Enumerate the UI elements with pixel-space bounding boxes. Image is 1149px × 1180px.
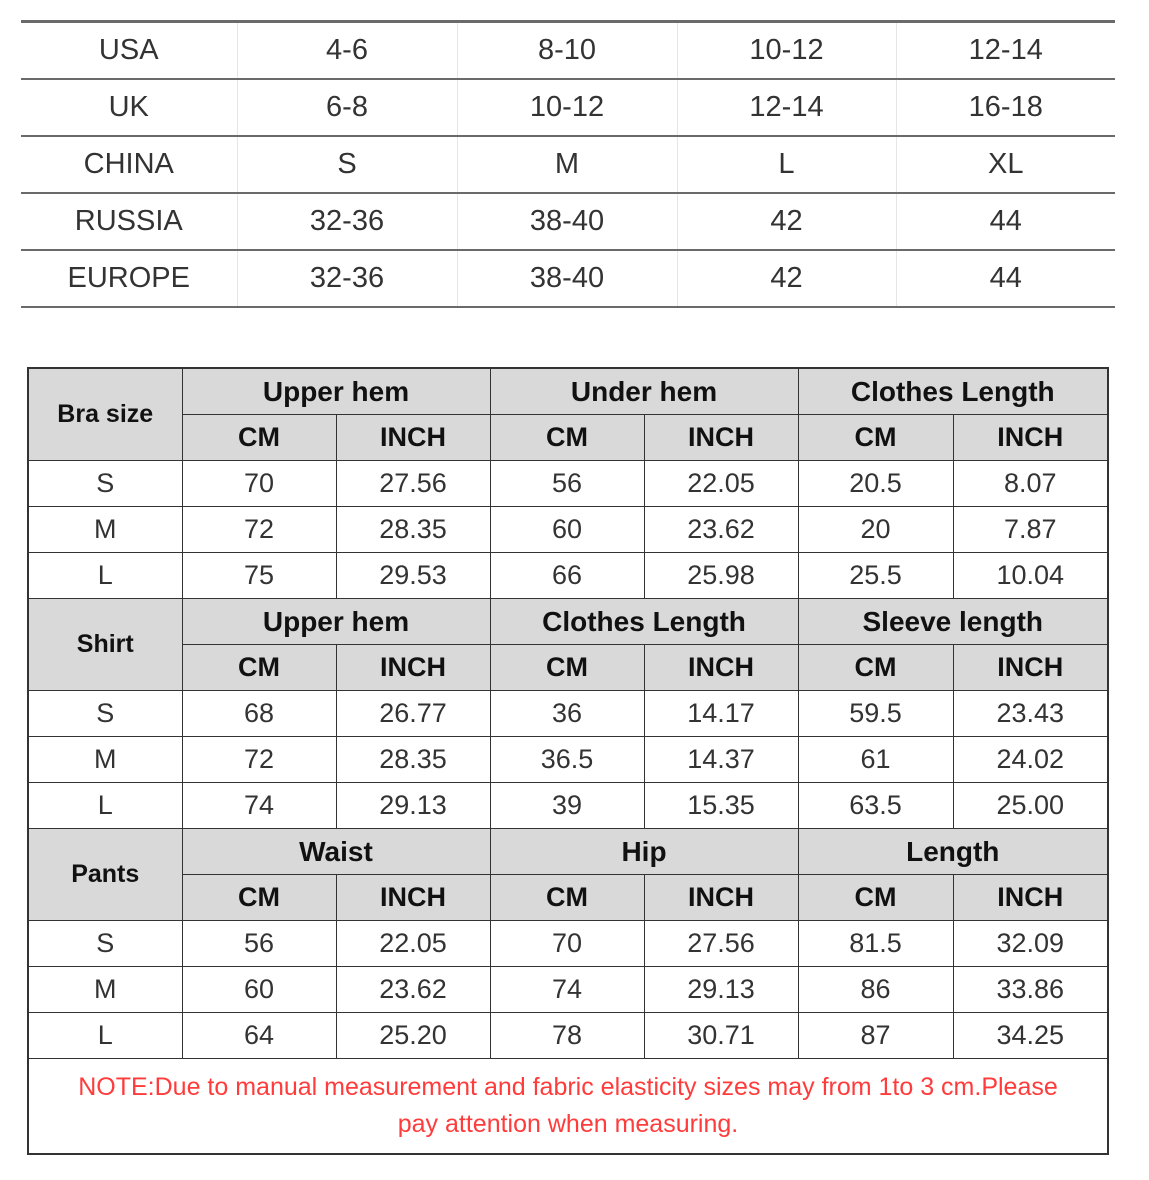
measure-value: 74 [490, 967, 644, 1013]
region-label: EUROPE [21, 250, 237, 307]
note-row [28, 1059, 1108, 1155]
size-value: 32-36 [237, 250, 457, 307]
section-header-row [28, 599, 1108, 645]
measure-group-header: Waist [182, 829, 490, 875]
size-value: 6-8 [237, 79, 457, 136]
measure-value: 66 [490, 553, 644, 599]
size-value: 42 [677, 250, 896, 307]
measure-value: 14.17 [644, 691, 798, 737]
size-label: L [28, 1013, 182, 1059]
unit-inch-header: INCH [644, 645, 798, 691]
table-row [28, 507, 1108, 553]
table-row [28, 783, 1108, 829]
measure-value: 33.86 [953, 967, 1108, 1013]
unit-inch-header: INCH [336, 875, 490, 921]
measure-value: 23.43 [953, 691, 1108, 737]
measure-value: 36.5 [490, 737, 644, 783]
table-row [28, 1013, 1108, 1059]
size-value: 12-14 [677, 79, 896, 136]
measure-value: 56 [490, 461, 644, 507]
measure-value: 36 [490, 691, 644, 737]
table-row [28, 967, 1108, 1013]
unit-inch-header: INCH [336, 645, 490, 691]
unit-inch-header: INCH [953, 645, 1108, 691]
unit-cm-header: CM [182, 415, 336, 461]
measure-value: 28.35 [336, 507, 490, 553]
unit-inch-header: INCH [953, 415, 1108, 461]
region-label: USA [21, 22, 237, 80]
measure-group-header: Hip [490, 829, 798, 875]
measure-value: 29.13 [644, 967, 798, 1013]
measure-value: 34.25 [953, 1013, 1108, 1059]
measure-value: 29.13 [336, 783, 490, 829]
measure-value: 27.56 [644, 921, 798, 967]
measure-value: 22.05 [336, 921, 490, 967]
measure-value: 32.09 [953, 921, 1108, 967]
size-value: 32-36 [237, 193, 457, 250]
category-label: Pants [28, 829, 182, 921]
measure-value: 70 [490, 921, 644, 967]
size-value: 44 [896, 250, 1115, 307]
size-value: 38-40 [457, 193, 677, 250]
measure-value: 23.62 [336, 967, 490, 1013]
measure-group-header: Upper hem [182, 599, 490, 645]
measure-value: 74 [182, 783, 336, 829]
measure-group-header: Clothes Length [798, 368, 1108, 415]
size-label: L [28, 783, 182, 829]
size-value: M [457, 136, 677, 193]
table-row [28, 461, 1108, 507]
measure-group-header: Clothes Length [490, 599, 798, 645]
size-label: M [28, 507, 182, 553]
size-value: 38-40 [457, 250, 677, 307]
unit-inch-header: INCH [953, 875, 1108, 921]
measure-value: 20 [798, 507, 953, 553]
measure-value: 81.5 [798, 921, 953, 967]
measure-value: 10.04 [953, 553, 1108, 599]
measure-value: 75 [182, 553, 336, 599]
size-value: 44 [896, 193, 1115, 250]
size-label: L [28, 553, 182, 599]
size-value: XL [896, 136, 1115, 193]
measure-value: 25.5 [798, 553, 953, 599]
measure-group-header: Upper hem [182, 368, 490, 415]
section-header-row [28, 368, 1108, 415]
size-conversion-table [21, 20, 1115, 308]
unit-inch-header: INCH [644, 875, 798, 921]
measure-value: 87 [798, 1013, 953, 1059]
conversion-row [21, 193, 1115, 250]
measure-value: 25.20 [336, 1013, 490, 1059]
measure-value: 39 [490, 783, 644, 829]
size-label: M [28, 967, 182, 1013]
unit-header-row [28, 645, 1108, 691]
size-value: L [677, 136, 896, 193]
unit-cm-header: CM [798, 645, 953, 691]
measure-value: 26.77 [336, 691, 490, 737]
measure-group-header: Length [798, 829, 1108, 875]
measure-value: 63.5 [798, 783, 953, 829]
measurement-table [27, 367, 1109, 1155]
measure-value: 56 [182, 921, 336, 967]
size-label: M [28, 737, 182, 783]
note-text: NOTE:Due to manual measurement and fabric elasticity sizes may from 1to 3 cm.Please pay attention when measuring. [28, 1059, 1108, 1155]
category-label: Bra size [28, 368, 182, 461]
measure-value: 8.07 [953, 461, 1108, 507]
measure-value: 15.35 [644, 783, 798, 829]
size-label: S [28, 461, 182, 507]
measure-value: 25.98 [644, 553, 798, 599]
category-label: Shirt [28, 599, 182, 691]
measure-value: 86 [798, 967, 953, 1013]
table-row [28, 737, 1108, 783]
conversion-row [21, 250, 1115, 307]
measure-value: 72 [182, 507, 336, 553]
measure-value: 23.62 [644, 507, 798, 553]
unit-header-row [28, 875, 1108, 921]
conversion-row [21, 79, 1115, 136]
measure-group-header: Under hem [490, 368, 798, 415]
size-value: 8-10 [457, 22, 677, 80]
measure-value: 28.35 [336, 737, 490, 783]
unit-inch-header: INCH [336, 415, 490, 461]
size-value: 16-18 [896, 79, 1115, 136]
measure-value: 20.5 [798, 461, 953, 507]
table-row [28, 553, 1108, 599]
table-row [28, 691, 1108, 737]
measure-value: 61 [798, 737, 953, 783]
measure-value: 29.53 [336, 553, 490, 599]
unit-cm-header: CM [490, 645, 644, 691]
measure-value: 72 [182, 737, 336, 783]
measure-value: 27.56 [336, 461, 490, 507]
measure-value: 60 [490, 507, 644, 553]
size-value: 12-14 [896, 22, 1115, 80]
size-value: 42 [677, 193, 896, 250]
unit-cm-header: CM [182, 645, 336, 691]
table-row [28, 921, 1108, 967]
measure-value: 64 [182, 1013, 336, 1059]
unit-cm-header: CM [182, 875, 336, 921]
measure-value: 70 [182, 461, 336, 507]
measure-value: 22.05 [644, 461, 798, 507]
measure-value: 78 [490, 1013, 644, 1059]
conversion-row [21, 22, 1115, 80]
size-value: 4-6 [237, 22, 457, 80]
unit-cm-header: CM [490, 415, 644, 461]
size-value: S [237, 136, 457, 193]
measure-value: 30.71 [644, 1013, 798, 1059]
unit-header-row [28, 415, 1108, 461]
unit-cm-header: CM [490, 875, 644, 921]
measure-value: 25.00 [953, 783, 1108, 829]
measure-value: 60 [182, 967, 336, 1013]
measure-value: 14.37 [644, 737, 798, 783]
size-value: 10-12 [677, 22, 896, 80]
unit-cm-header: CM [798, 875, 953, 921]
size-label: S [28, 691, 182, 737]
measure-value: 59.5 [798, 691, 953, 737]
measure-value: 68 [182, 691, 336, 737]
conversion-row [21, 136, 1115, 193]
unit-inch-header: INCH [644, 415, 798, 461]
region-label: RUSSIA [21, 193, 237, 250]
size-label: S [28, 921, 182, 967]
region-label: UK [21, 79, 237, 136]
size-value: 10-12 [457, 79, 677, 136]
section-header-row [28, 829, 1108, 875]
unit-cm-header: CM [798, 415, 953, 461]
measure-group-header: Sleeve length [798, 599, 1108, 645]
measure-value: 7.87 [953, 507, 1108, 553]
measure-value: 24.02 [953, 737, 1108, 783]
region-label: CHINA [21, 136, 237, 193]
